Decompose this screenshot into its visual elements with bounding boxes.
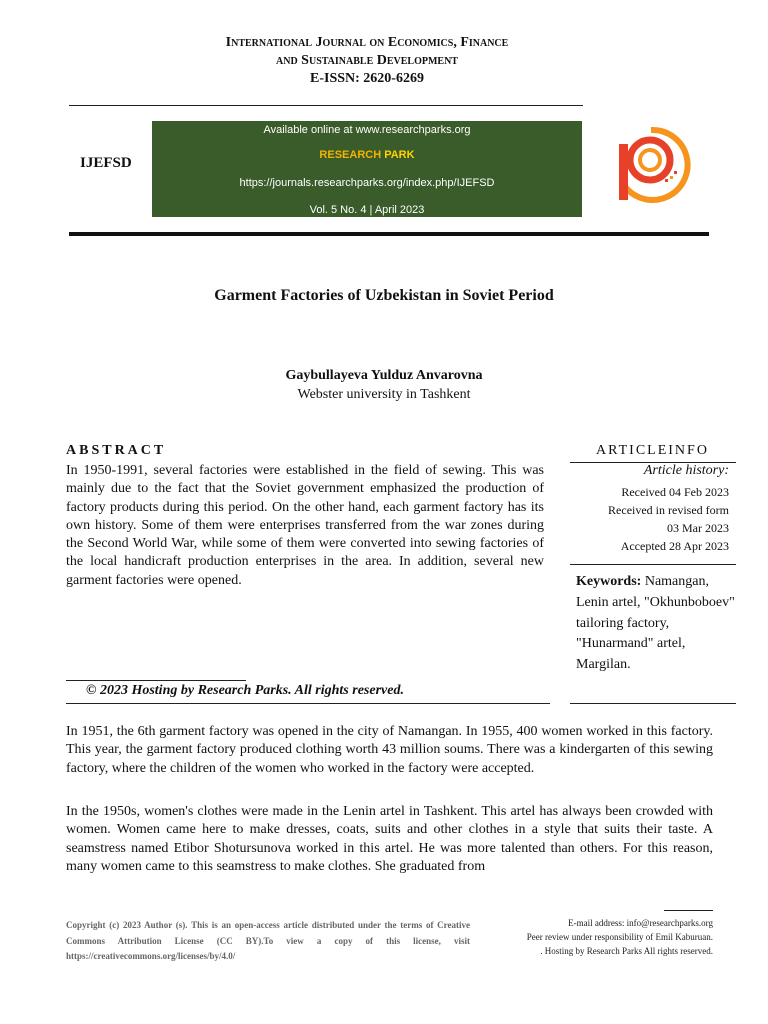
research-park-brand bbox=[152, 149, 582, 161]
received-date: Received 04 Feb 2023 bbox=[621, 485, 729, 499]
journal-title bbox=[0, 34, 734, 88]
header-divider bbox=[69, 105, 583, 106]
footer-divider bbox=[664, 910, 713, 911]
journal-url-link[interactable]: https://journals.researchparks.org/index.php/IJEFSD bbox=[239, 177, 495, 189]
article-title: Garment Factories of Uzbekistan in Soviet Period bbox=[214, 287, 554, 304]
abstract-short-divider bbox=[66, 680, 246, 681]
article-history-label: Article history: bbox=[643, 463, 729, 478]
article-info-bottom-divider bbox=[570, 703, 736, 704]
copyright-notice: © 2023 Hosting by Research Parks. All rights reserved. bbox=[86, 683, 404, 698]
journal-abbreviation: IJEFSD bbox=[80, 155, 132, 171]
revised-date-line1: Received in revised form bbox=[608, 503, 729, 517]
journal-title-line1: International Journal on Economics, Finance bbox=[225, 35, 509, 50]
keywords-divider bbox=[570, 564, 736, 565]
keywords-label: Keywords: bbox=[576, 574, 642, 589]
abstract-heading: ABSTRACT bbox=[66, 443, 167, 458]
abstract-bottom-divider bbox=[66, 703, 550, 704]
body-paragraph-2: In the 1950s, women's clothes were made in the Lenin artel in Tashkent. This artel has always been crowded with women. Women came here to make dresses, coats, suits and other clothes in a style that suits their taste. A seamstress named Etibor Shotursunova worked in this artel. He was more talented than others. For this reason, many women came to this seamstress to make clothes. She graduated from bbox=[66, 804, 713, 874]
volume-issue: Vol. 5 No. 4 | April 2023 bbox=[309, 204, 425, 216]
footer-contact bbox=[480, 916, 713, 958]
keywords-block bbox=[576, 572, 736, 676]
brand-part2: PARK bbox=[384, 149, 415, 161]
footer-hosting: . Hosting by Research Parks All rights reserved. bbox=[540, 946, 713, 956]
journal-issn: E-ISSN: 2620-6269 bbox=[310, 71, 424, 86]
research-parks-logo-icon bbox=[610, 124, 692, 206]
body-paragraph-1: In 1951, the 6th garment factory was opened in the city of Namangan. In 1955, 400 women worked in this factory. This year, the garment factory produced clothing worth 43 million soums. There was a kindergarten of this sewing factory, where the children of the women who worked in the factory were accepted. bbox=[66, 724, 713, 776]
brand-part1: RESEARCH bbox=[319, 149, 382, 161]
revised-date-line2: 03 Mar 2023 bbox=[667, 521, 729, 535]
journal-banner bbox=[152, 121, 582, 217]
author-affiliation: Webster university in Tashkent bbox=[297, 387, 471, 402]
article-history bbox=[570, 483, 729, 555]
author-name: Gaybullayeva Yulduz Anvarovna bbox=[285, 368, 483, 383]
accepted-date: Accepted 28 Apr 2023 bbox=[620, 539, 729, 553]
license-notice: Copyright (c) 2023 Author (s). This is an open-access article distributed under the terms of Creative Commons Attribution License (CC BY).To view a copy of this license, visit https://creativecommons.org/licenses/by/4.0/ bbox=[66, 920, 470, 962]
abstract-text: In 1950-1991, several factories were established in the field of sewing. This was mainly due to the fact that the Soviet government emphasized the production of factory products during this period. On the other hand, each garment factory has its own history. Some of them were enterprises transferred from the war zones during the Second World War, while some of them were converted into sewing factories of the local handicraft production enterprises in the area. In addition, several new garment factories were opened. bbox=[66, 463, 544, 588]
footer-email: E-mail address: info@researchparks.org bbox=[568, 918, 713, 928]
keywords-list: Namangan, Lenin artel, "Okhunboboev" tailoring factory, "Hunarmand" artel, Margilan. bbox=[576, 574, 735, 673]
header-thick-divider bbox=[69, 232, 709, 236]
journal-title-line2: and Sustainable Development bbox=[276, 53, 458, 68]
available-online-link[interactable]: Available online at www.researchparks.org bbox=[263, 124, 471, 136]
article-info-heading: ARTICLEINFO bbox=[596, 443, 709, 458]
footer-peer-review: Peer review under responsibility of Emil Kaburuan. bbox=[526, 932, 713, 942]
